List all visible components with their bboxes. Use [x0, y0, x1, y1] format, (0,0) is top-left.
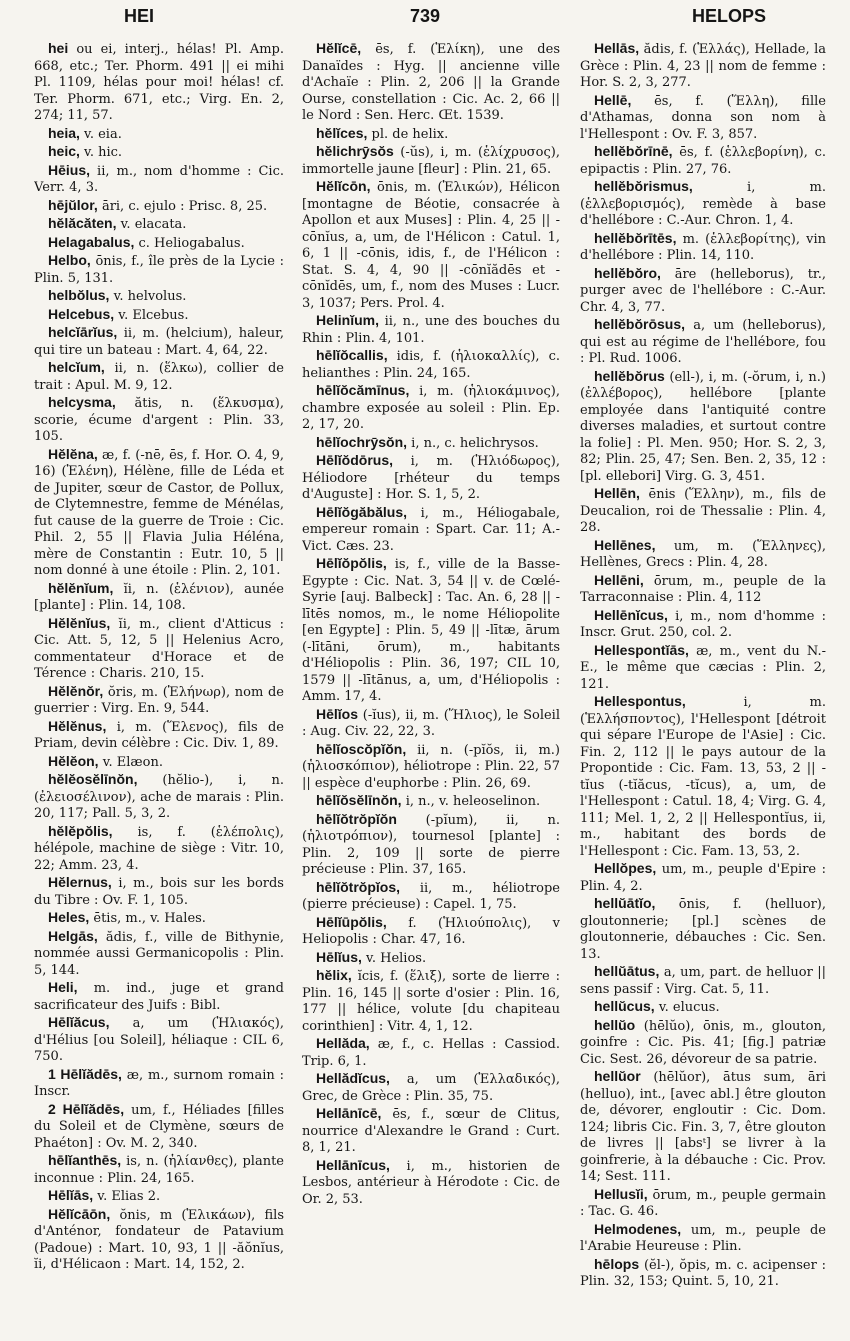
- entry-headword: 1 Hēlĭădēs,: [48, 1065, 122, 1082]
- entry-headword: hellĕbŏro,: [594, 264, 661, 281]
- entry-definition: i, m., historien de Lesbos, antérieur à Hérodote : Cic. de Or. 2, 53.: [302, 1158, 560, 1207]
- entry-definition: ădis, f. (Ἑλλάς), Hellade, la Grèce : Plin. 4, 23 || nom de femme : Hor. S. 2, 3, 277.: [580, 42, 826, 90]
- entry-definition: ii, n., une des bouches du Rhin : Plin. 4, 101.: [302, 314, 560, 346]
- dictionary-entry: [34, 359, 284, 394]
- entry-headword: Hēlĭŏdōrus,: [316, 452, 394, 468]
- entry-headword: Hĕlĕnĭus,: [48, 614, 111, 631]
- dictionary-entry: [580, 693, 826, 860]
- entry-headword: Hĕlĕon,: [48, 752, 99, 769]
- dictionary-entry: [34, 928, 284, 980]
- entry-headword: Hēius,: [48, 161, 91, 178]
- entry-headword: hellŭātĭo,: [594, 895, 656, 911]
- entry-headword: Hĕlĕna,: [48, 445, 98, 462]
- entry-headword: helcĭum,: [48, 359, 105, 375]
- entry-headword: Hellēn,: [594, 485, 640, 501]
- column-1: [34, 40, 284, 1335]
- entry-headword: hĕlix,: [316, 967, 352, 983]
- entry-definition: ou ei, interj., hélas! Pl. Amp. 668, etc.; Ter. Phorm. 491 || ei mihi Pl. 1109, hélas pour moi! hélas! cf. Ter. Phorm. 671, etc.; Virg. En. 2, 274; 11, 57.: [34, 42, 284, 123]
- entry-definition: i, m. (ἡλιοκάμινος), chambre exposée au soleil : Plin. Ep. 2, 17, 20.: [302, 384, 560, 432]
- entry-definition: v. Helios.: [366, 950, 427, 966]
- dictionary-entry: [34, 306, 284, 325]
- entry-definition: æ, m., surnom romain : Inscr.: [34, 1067, 284, 1099]
- entry-headword: Hellŏpes,: [594, 860, 657, 876]
- entry-definition: is, f., ville de la Basse-Egypte : Cic. Nat. 3, 54 || v. de Cœlé-Syrie [auj. Balbeck] : Tac. An. 6, 28 || -lītēs nomos, m., le nome Héliopolite [en Egypte] : Plin. 5, 49 || -lītæ, ārum (-lītāni, ōrum), m., habitants d'Héliopolis : Plin. 36, 197; CIL 10, 1579 || -lītānus, a, um, d'Héliopolis : Amm. 17, 4.: [302, 557, 560, 704]
- entry-definition: v. elacata.: [120, 217, 187, 232]
- entry-headword: Heli,: [48, 979, 78, 995]
- entry-headword: Hellăda,: [316, 1035, 370, 1051]
- dictionary-entry: [302, 347, 560, 382]
- entry-definition: ōrum, m., peuple germain : Tac. G. 46.: [580, 1187, 826, 1219]
- entry-headword: hĕlichrȳsŏs: [316, 143, 394, 159]
- entry-definition: ii, n. (ἕλκω), collier de trait : Apul. M. 9, 12.: [34, 361, 284, 393]
- dictionary-entry: [34, 874, 284, 909]
- entry-definition: a, um (helleborus), qui est au régime de l'hellébore, fou : Pl. Rud. 1006.: [580, 318, 826, 366]
- entry-definition: v. Elias 2.: [97, 1189, 161, 1204]
- entry-headword: hēlĭŏcallis,: [316, 347, 388, 363]
- entry-headword: Helmodenes,: [594, 1220, 682, 1237]
- entry-headword: hellĕbŏrus: [594, 367, 665, 384]
- entry-definition: ōnis, f. (helluor), gloutonnerie; [pl.] scènes de gloutonnerie, débauches : Cic. Sen. 13.: [580, 897, 826, 962]
- entry-definition: is, n. (ἡλίανθες), plante inconnue : Plin. 24, 165.: [34, 1154, 284, 1186]
- entry-definition: ii, m., nom d'homme : Cic. Verr. 4, 3.: [34, 163, 284, 195]
- dictionary-entry: [34, 162, 284, 197]
- dictionary-entry: [580, 230, 826, 265]
- entry-headword: hēlops: [594, 1255, 640, 1272]
- dictionary-entry: [34, 234, 284, 253]
- dictionary-entry: [302, 1035, 560, 1070]
- entry-definition: (ell-), i, m. (-ŏrum, i, n.) (ἐλλέβορος), hellébore [plante employée dans l'antiquité contre diverses maladies, et surtout contre la folie] : Pl. Men. 950; Hor. S. 2, 3, 82; Plin. 25, 47; Sen. Ben. 2, 35, 12 : [pl. ellebori] Virg. G. 3, 451.: [580, 369, 826, 484]
- dictionary-entry: [302, 143, 560, 178]
- entry-headword: Hĕlernus,: [48, 874, 112, 890]
- dictionary-entry: [34, 215, 284, 234]
- dictionary-entry: [34, 394, 284, 446]
- entry-definition: ōnis, f., île près de la Lycie : Plin. 5, 131.: [34, 254, 284, 286]
- dictionary-entry: [34, 771, 284, 823]
- entry-headword: Hellēnĭcus,: [594, 606, 668, 623]
- entry-headword: hellŭcus,: [594, 998, 655, 1014]
- entry-definition: v. Elcebus.: [118, 307, 189, 323]
- entry-headword: Hēlĭos: [316, 705, 359, 722]
- entry-definition: i, n., v. heleoselinon.: [405, 794, 541, 809]
- dictionary-entry: [302, 741, 560, 793]
- dictionary-entry: [580, 178, 826, 230]
- entry-definition: ŏnis, m (Ἑλικάων), fils d'Anténor, fondateur de Patavium (Padoue) : Mart. 10, 93, 1 || -ăŏnĭus, ĭi, d'Hélicaon : Mart. 14, 152, 2.: [34, 1207, 284, 1272]
- entry-definition: ēs, f. (Ἑλίκη), une des Danaïdes : Hyg. || ancienne ville d'Achaïe : Plin. 2, 206 || la Grande Ourse, constellation : Cic. Ac. 2, 66 || le Nord : Sen. Herc. Œt. 1539.: [302, 42, 560, 123]
- entry-definition: ii, m., héliotrope (pierre précieuse) : Capel. 1, 75.: [302, 880, 560, 912]
- entry-definition: um, m. (Ἕλληνες), Hellènes, Grecs : Plin. 4, 28.: [580, 538, 826, 570]
- page-header: [0, 4, 850, 30]
- dictionary-entry: [34, 324, 284, 359]
- entry-headword: hēlĭochrȳsŏn,: [316, 433, 408, 450]
- entry-definition: i, m. (Ἑλλήσποντος), l'Hellespont [détroit qui sépare l'Europe de l'Asie] : Cic. Fin. 2, 112 || le pays autour de la Propontide : Cic. Fam. 13, 53, 2 || -tĭus (-tĭăcus, -tĭcus), a, um, de l'Hellespont : Catul. 18, 4; Virg. G. 4, 111; Mel. 1, 2, 2 || Hellespontĭus, ii, m., habitant des bords de l'Hellespont : Cic. Fam. 13, 53, 2.: [580, 695, 826, 859]
- entry-definition: um, m., peuple de l'Arabie Heureuse : Plin.: [580, 1222, 826, 1254]
- entry-definition: v. hic.: [84, 145, 123, 160]
- entry-headword: Helgās,: [48, 927, 98, 944]
- entry-headword: Hellespontus,: [594, 693, 686, 709]
- entry-definition: āre (helleborus), tr., purger avec de l'hellébore : C.-Aur. Chr. 4, 3, 77.: [580, 266, 826, 315]
- dictionary-entry: [302, 555, 560, 706]
- dictionary-entry: [302, 504, 560, 556]
- dictionary-entry: [580, 537, 826, 572]
- entry-headword: Heles,: [48, 909, 90, 925]
- entry-definition: ōnis, m. (Ἑλικών), Hélicon [montagne de Béotie, consacrée à Apollon et aux Muses] : Plin. 4, 25 || -cōnĭus, a, um, de l'Hélicon : Catul. 1, 6, 1 || -cōnis, idis, f., de l'Hélicon : Stat. S. 4, 4, 90 || -cōnĭădēs et -cōnĭdēs, um, f., nom des Muses : Lucr. 3, 1037; Pers. Prol. 4.: [302, 180, 560, 311]
- entry-headword: helcysma,: [48, 394, 116, 410]
- entry-headword: Hellānīcē,: [316, 1105, 382, 1121]
- dictionary-entry: [302, 178, 560, 312]
- entry-headword: Hēlĭŏpŏlis,: [316, 555, 387, 571]
- dictionary-entry: [34, 252, 284, 287]
- entry-definition: ĭi, n. (ἑλένιον), aunée [plante] : Plin. 14, 108.: [34, 581, 284, 613]
- entry-definition: i, m. (ἑλλεβορισμός), remède à base d'hellébore : C.-Aur. Chron. 1, 4.: [580, 180, 826, 228]
- entry-headword: Hēlĭūpŏlis,: [316, 913, 387, 930]
- dictionary-entry: [34, 446, 284, 580]
- entry-headword: Hellēni,: [594, 571, 644, 588]
- entry-definition: i, m. (Ἡλιόδωρος), Héliodore [rhéteur du temps d'Auguste] : Hor. S. 1, 5, 2.: [302, 454, 560, 502]
- dictionary-entry: [34, 1152, 284, 1187]
- entry-definition: i, n., c. helichrysos.: [411, 435, 539, 451]
- entry-definition: ii, n. (-pĭŏs, ii, m.) (ἡλιοσκόπιον), héliotrope : Plin. 22, 57 || espèce d'euphorbe : Plin. 26, 69.: [302, 742, 560, 791]
- entry-definition: ii, m. (helcium), haleur, qui tire un bateau : Mart. 4, 64, 22.: [34, 326, 284, 358]
- entry-headword: hellĕbŏrōsus,: [594, 316, 686, 332]
- entry-definition: (ĕl-), ŏpis, m. c. acipenser : Plin. 32, 153; Quint. 5, 10, 21.: [580, 1257, 826, 1289]
- dictionary-entry: [580, 998, 826, 1017]
- page-number: 739: [409, 6, 441, 26]
- entry-definition: i, m. (Ἕλενος), fils de Priam, devin célèbre : Cic. Div. 1, 89.: [34, 719, 284, 751]
- entry-headword: Hellēnes,: [594, 536, 656, 553]
- dictionary-entry: [580, 1186, 826, 1221]
- entry-definition: æ, f. (-nē, ēs, f. Hor. O. 4, 9, 16) (Ἑλένη), Hélène, fille de Léda et de Jupiter, sœur de Castor, de Pollux, de Clytemnestre, femme de Ménélas, fut cause de la guerre de Troie : Cic. Phil. 2, 55 || Flavia Julia Héléna, mère de Constantin : Eutr. 10, 5 || nom donné à une étoile : Plin. 2, 101.: [34, 447, 284, 578]
- dictionary-entry: [302, 879, 560, 914]
- entry-headword: hellĕbŏrīnē,: [594, 143, 673, 159]
- entry-definition: f. (Ἡλιούπολις), v Heliopolis : Char. 47, 16.: [302, 915, 560, 947]
- dictionary-entry: [580, 572, 826, 607]
- dictionary-entry: [34, 1066, 284, 1101]
- entry-headword: Hēlĭās,: [48, 1187, 94, 1203]
- entry-headword: hellĕbŏrītēs,: [594, 229, 677, 246]
- entry-headword: Hĕlĭcē,: [316, 40, 362, 56]
- dictionary-entry: [34, 1206, 284, 1274]
- entry-headword: hēlĭanthēs,: [48, 1152, 122, 1168]
- dictionary-entry: [34, 615, 284, 683]
- entry-definition: (hĕlio-), i, n. (ἐλειοσέλινον), ache de marais : Plin. 20, 117; Pall. 5, 3, 2.: [34, 773, 284, 821]
- dictionary-entry: [302, 967, 560, 1035]
- entry-headword: Hĕlĭcōn,: [316, 178, 371, 194]
- dictionary-entry: [302, 706, 560, 741]
- dictionary-entry: [302, 452, 560, 504]
- entry-headword: hēlĭoscŏpĭŏn,: [316, 740, 407, 757]
- entry-headword: hĕlĕpŏlis,: [48, 822, 113, 839]
- entry-definition: ēs, f. (ἑλλεβορίνη), c. epipactis : Plin. 27, 76.: [580, 145, 826, 177]
- dictionary-entry: [302, 949, 560, 968]
- entry-definition: (hēlŭo), ōnis, m., glouton, goinfre : Cic. Pis. 41; [fig.] patriæ Cic. Sest. 26, dévoreur de sa patrie.: [580, 1018, 826, 1067]
- entry-definition: um, m., peuple d'Epire : Plin. 4, 2.: [580, 862, 826, 894]
- dictionary-entry: [34, 580, 284, 615]
- column-3: [580, 40, 826, 1335]
- entry-headword: Hĕlĕnus,: [48, 717, 107, 734]
- dictionary-entry: [34, 683, 284, 718]
- dictionary-entry: [580, 1017, 826, 1069]
- dictionary-entry: [34, 197, 284, 216]
- dictionary-entry: [580, 1068, 826, 1186]
- dictionary-entry: [302, 914, 560, 949]
- entry-definition: idis, f. (ἡλιοκαλλίς), c. helianthes : Plin. 24, 165.: [302, 349, 560, 381]
- dictionary-entry: [34, 823, 284, 875]
- entry-headword: heic,: [48, 143, 80, 159]
- dictionary-entry: [34, 1014, 284, 1066]
- dictionary-entry: [34, 40, 284, 125]
- dictionary-entry: [580, 368, 826, 486]
- entry-headword: Hellusĭi,: [594, 1185, 648, 1202]
- entry-headword: heia,: [48, 124, 80, 141]
- entry-headword: hĕlăcăten,: [48, 215, 117, 231]
- entry-headword: helcĭārĭus,: [48, 324, 118, 340]
- dictionary-entry: [580, 316, 826, 368]
- dictionary-entry: [302, 312, 560, 347]
- entry-definition: (hēlŭor), ātus sum, āri (helluo), int., [avec abl.] être glouton de, dévorer, engloutir : Cic. Dom. 124; libris Cic. Fin. 3, 7, être glouton de livres || [absᵗ] se livrer à la goinfrerie, à la débauche : Cic. Prov. 14; Sest. 111.: [580, 1070, 826, 1184]
- entry-headword: Hellē,: [594, 91, 632, 108]
- entry-definition: v. eia.: [84, 126, 122, 142]
- dictionary-entry: [302, 125, 560, 144]
- entry-definition: v. Elæon.: [102, 754, 163, 770]
- entry-headword: hēlĭŏcămīnus,: [316, 382, 410, 398]
- dictionary-entry: [302, 1105, 560, 1157]
- header-right-guideword: HELOPS: [691, 6, 766, 26]
- entry-definition: pl. de helix.: [371, 126, 449, 142]
- entry-definition: (-pĭum), ii, n. (ἡλιοτρόπιον), tournesol [plante] : Plin. 2, 109 || sorte de pierre précieuse : Plin. 37, 165.: [302, 812, 560, 877]
- entry-headword: hēlĭŏsĕlīnŏn,: [316, 792, 402, 808]
- entry-definition: ētis, m., v. Hales.: [93, 911, 206, 926]
- entry-definition: is, f. (ἑλέπολις), hélépole, machine de siège : Vitr. 10, 22; Amm. 23, 4.: [34, 824, 284, 873]
- dictionary-entry: [302, 1070, 560, 1105]
- entry-definition: æ, m., vent du N.-E., le même que cæcias : Plin. 2, 121.: [580, 643, 826, 692]
- dictionary-entry: [580, 860, 826, 895]
- dictionary-entry: [580, 40, 826, 92]
- header-left-guideword: HEI: [124, 6, 155, 26]
- entry-headword: Hellās,: [594, 40, 640, 56]
- entry-definition: um, f., Héliades [filles du Soleil et de Clymène, sœurs de Phaéton] : Ov. M. 2, 340.: [34, 1102, 284, 1151]
- dictionary-entry: [580, 265, 826, 317]
- dictionary-entry: [302, 811, 560, 879]
- dictionary-entry: [34, 979, 284, 1014]
- entry-definition: i, m., bois sur les bords du Tibre : Ov. F. 1, 105.: [34, 876, 284, 908]
- entry-headword: Hellānīcus,: [316, 1156, 390, 1173]
- entry-headword: hellŭo: [594, 1016, 636, 1033]
- entry-headword: Hēlĭus,: [316, 948, 362, 965]
- entry-headword: hellŭor: [594, 1068, 641, 1084]
- entry-definition: i, m., nom d'homme : Inscr. Grut. 250, col. 2.: [580, 608, 826, 640]
- entry-definition: æ, f., c. Hellas : Cassiod. Trip. 6, 1.: [302, 1037, 560, 1069]
- dictionary-entry: [34, 1187, 284, 1206]
- dictionary-entry: [34, 143, 284, 162]
- entry-headword: hellŭātus,: [594, 963, 660, 979]
- dictionary-entry: [302, 792, 560, 811]
- dictionary-entry: [34, 909, 284, 928]
- dictionary-entry: [34, 1101, 284, 1153]
- entry-headword: Hēlĭŏgăbălus,: [316, 503, 408, 520]
- dictionary-entry: [302, 40, 560, 125]
- entry-definition: v. helvolus.: [113, 289, 187, 304]
- entry-definition: ŏris, m. (Ἑλήνωρ), nom de guerrier : Virg. En. 9, 544.: [34, 684, 284, 716]
- entry-definition: ĭi, m., client d'Atticus : Cic. Att. 5, 12, 5 || Helenius Acro, commentateur d'Horace et de Térence : Charis. 210, 15.: [34, 616, 284, 681]
- dictionary-entry: [580, 642, 826, 694]
- entry-headword: Hēlĭăcus,: [48, 1014, 110, 1030]
- entry-definition: m. ind., juge et grand sacrificateur des Juifs : Bibl.: [34, 981, 284, 1013]
- dictionary-entry: [34, 287, 284, 306]
- dictionary-entry: [580, 143, 826, 178]
- dictionary-entry: [580, 963, 826, 998]
- entry-headword: Hellădĭcus,: [316, 1070, 390, 1086]
- dictionary-entry: [580, 1221, 826, 1256]
- entry-definition: ădis, f., ville de Bithynie, nommée aussi Germanicopolis : Plin. 5, 144.: [34, 929, 284, 978]
- dictionary-entry: [302, 1157, 560, 1209]
- entry-headword: Helbo,: [48, 252, 91, 268]
- entry-definition: (-ĭus), ii, m. (Ἥλιος), le Soleil : Aug. Civ. 22, 22, 3.: [302, 707, 560, 739]
- entry-definition: ătis, n. (ἕλκυσμα), scorie, écume d'argent : Plin. 33, 105.: [34, 396, 284, 444]
- entry-headword: Helagabalus,: [48, 233, 135, 250]
- entry-definition: (-ŭs), i, m. (ἑλίχρυσος), immortelle jaune [fleur] : Plin. 21, 65.: [302, 145, 560, 177]
- entry-headword: hēlĭŏtrŏpĭŏn: [316, 810, 397, 827]
- entry-headword: hĕlĭces,: [316, 124, 368, 141]
- entry-definition: i, m., Héliogabale, empereur romain : Spart. Car. 11; A.-Vict. Cæs. 23.: [302, 505, 560, 554]
- entry-headword: hĕlĕosĕlīnŏn,: [48, 771, 138, 787]
- entry-definition: ōrum, m., peuple de la Tarraconnaise : Plin. 4, 112: [580, 573, 826, 605]
- entry-definition: a, um (Ἑλλαδικός), Grec, de Grèce : Plin. 35, 75.: [302, 1072, 560, 1104]
- entry-headword: Helcebus,: [48, 305, 115, 322]
- entry-headword: hēlĭŏtrŏpĭos,: [316, 878, 400, 895]
- entry-definition: a, um (Ἡλιακός), d'Hélius [ou Soleil], héliaque : CIL 6, 750.: [34, 1016, 284, 1064]
- dictionary-entry: [580, 607, 826, 642]
- entry-definition: c. Heliogabalus.: [138, 235, 245, 251]
- entry-definition: ēs, f. (Ἕλλη), fille d'Athamas, donna son nom à l'Hellespont : Ov. F. 3, 857.: [580, 93, 826, 142]
- entry-definition: a, um, part. de helluor || sens passif : Virg. Cat. 5, 11.: [580, 965, 826, 997]
- entry-headword: hellĕbŏrismus,: [594, 178, 693, 194]
- dictionary-entry: [580, 92, 826, 144]
- column-2: [302, 40, 560, 1335]
- entry-headword: hĕlĕnĭum,: [48, 579, 114, 596]
- entry-headword: Hĕlĕnŏr,: [48, 682, 104, 699]
- entry-definition: v. elucus.: [658, 1000, 720, 1015]
- entry-headword: hei: [48, 40, 69, 56]
- dictionary-entry: [34, 718, 284, 753]
- entry-headword: 2 Hēlĭădēs,: [48, 1100, 125, 1117]
- dictionary-entry: [34, 125, 284, 144]
- entry-headword: Helinĭum,: [316, 312, 380, 328]
- dictionary-entry: [580, 485, 826, 537]
- entry-headword: hējŭlor,: [48, 196, 98, 213]
- entry-definition: ĭcis, f. (ἕλιξ), sorte de lierre : Plin. 16, 145 || sorte d'osier : Plin. 16, 177 || hélice, volute [du chapiteau corinthien] : Vitr. 4, 1, 12.: [302, 969, 560, 1034]
- dictionary-entry: [302, 434, 560, 453]
- dictionary-entry: [580, 1256, 826, 1291]
- entry-headword: Hellespontĭās,: [594, 641, 689, 658]
- entry-definition: ēs, f., sœur de Clitus, nourrice d'Alexandre le Grand : Curt. 8, 1, 21.: [302, 1107, 560, 1155]
- entry-headword: helbŏlus,: [48, 287, 110, 303]
- dictionary-entry: [580, 895, 826, 963]
- dictionary-entry: [302, 382, 560, 434]
- entry-headword: Hĕlĭcāōn,: [48, 1205, 111, 1222]
- entry-definition: āri, c. ejulo : Prisc. 8, 25.: [101, 198, 268, 214]
- dictionary-entry: [34, 753, 284, 772]
- entry-definition: m. (ἑλλεβορίτης), vin d'hellébore : Plin. 14, 110.: [580, 231, 826, 263]
- entry-definition: ēnis (Ἕλλην), m., fils de Deucalion, roi de Thessalie : Plin. 4, 28.: [580, 487, 826, 535]
